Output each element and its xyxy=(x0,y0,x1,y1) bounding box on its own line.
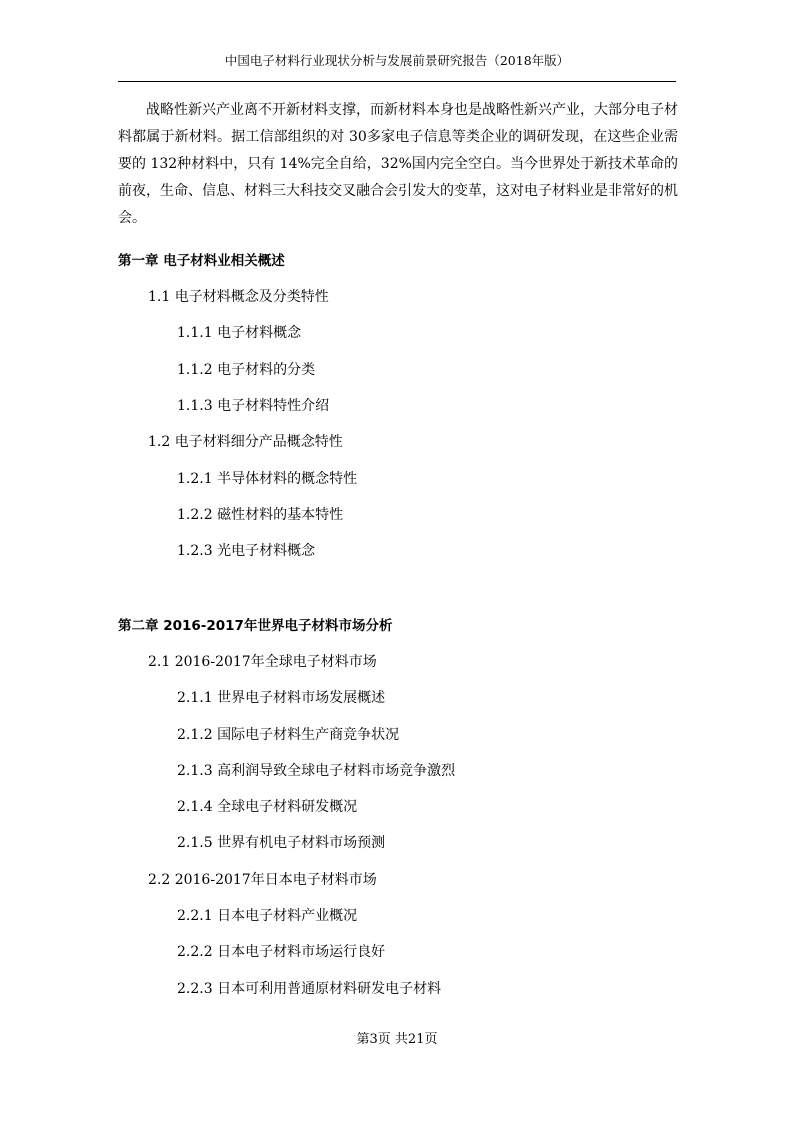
toc-subsection: 2.1.2 国际电子材料生产商竞争状况 xyxy=(177,727,400,743)
toc-section: 2.1 2016-2017年全球电子材料市场 xyxy=(148,654,377,670)
intro-paragraph: 战略性新兴产业离不开新材料支撑，而新材料本身也是战略性新兴产业，大部分电子材料都属于新材料。据工信部组织的对 30多家电子信息等类企业的调研发现，在这些企业需要的 132种材料中，只有 14%完全自给，32%国内完全空白。当今世界处于新技术革命的前夜，生命、信息、材料三大科技交叉融合会引发大的变革，这对电子材料业是非常好的机会。 xyxy=(118,102,678,226)
toc-subsection: 2.1.4 全球电子材料研发概况 xyxy=(177,799,358,815)
toc-subsection: 1.1.2 电子材料的分类 xyxy=(177,362,316,378)
toc-section: 2.2 2016-2017年日本电子材料市场 xyxy=(148,872,377,888)
toc-section: 1.2 电子材料细分产品概念特性 xyxy=(148,434,343,450)
toc-chapter: 第一章 电子材料业相关概述 xyxy=(118,253,285,269)
toc-subsection: 2.2.2 日本电子材料市场运行良好 xyxy=(177,944,386,960)
page-header: 中国电子材料行业现状分析与发展前景研究报告（2018年版） xyxy=(224,53,570,68)
page-number: 第3页 共21页 xyxy=(356,1032,438,1047)
toc-subsection: 1.1.1 电子材料概念 xyxy=(177,325,302,341)
toc-subsection: 1.1.3 电子材料特性介绍 xyxy=(177,398,330,414)
toc-subsection: 2.1.3 高利润导致全球电子材料市场竞争激烈 xyxy=(177,763,456,779)
toc-subsection: 2.2.1 日本电子材料产业概况 xyxy=(177,908,358,924)
toc-subsection: 2.1.5 世界有机电子材料市场预测 xyxy=(177,835,386,851)
toc-subsection: 1.2.3 光电子材料概念 xyxy=(177,543,316,559)
header-divider xyxy=(118,81,676,82)
toc-subsection: 1.2.2 磁性材料的基本特性 xyxy=(177,507,344,523)
toc-subsection: 2.2.3 日本可利用普通原材料研发电子材料 xyxy=(177,981,442,997)
toc-section: 1.1 电子材料概念及分类特性 xyxy=(148,289,329,305)
toc-subsection: 2.1.1 世界电子材料市场发展概述 xyxy=(177,690,386,706)
toc-chapter: 第二章 2016-2017年世界电子材料市场分析 xyxy=(118,618,393,634)
toc-subsection: 1.2.1 半导体材料的概念特性 xyxy=(177,471,358,487)
